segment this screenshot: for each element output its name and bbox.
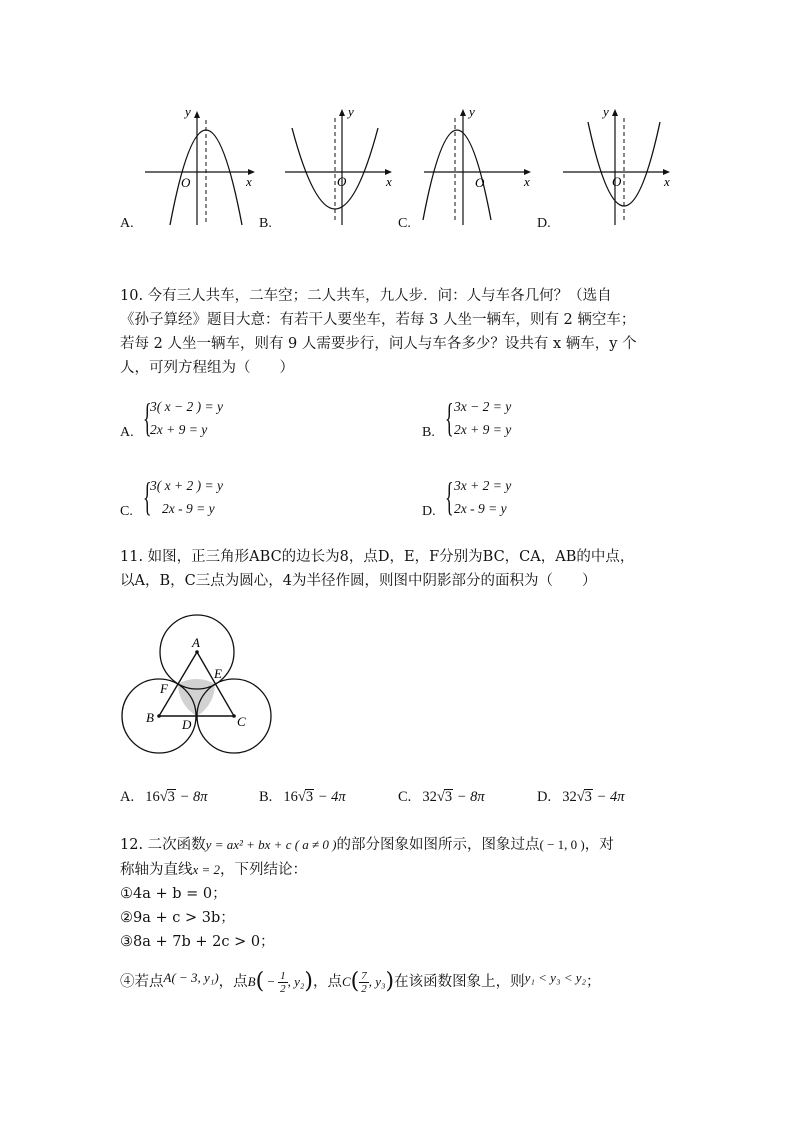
q12-text: 的部分图象如图所示，图象过点 bbox=[336, 837, 540, 853]
brace-icon: { bbox=[445, 395, 454, 440]
q12-stem-line-2 bbox=[120, 858, 307, 883]
q12-text: 在该函数图象上，则 bbox=[394, 974, 525, 990]
q11-option-d-label: D. bbox=[537, 789, 552, 805]
q10-option-c[interactable] bbox=[120, 474, 400, 524]
q12-text: ④若点 bbox=[120, 974, 164, 990]
q11-stem-line-2: 以A，B，C三点为圆心，4为半径作圆，则图中阴影部分的面积为（ ） bbox=[120, 573, 597, 589]
q10-option-b-eq2: 2x + 9 = y bbox=[454, 422, 512, 437]
q9-option-d-label[interactable]: D. bbox=[537, 216, 551, 231]
q10-option-b-eq1: 3x − 2 = y bbox=[454, 399, 512, 414]
tail: − 4π bbox=[592, 789, 625, 805]
radicand: 3 bbox=[444, 789, 453, 805]
tail: − 8π bbox=[453, 789, 485, 805]
q11-figure bbox=[115, 610, 280, 760]
q12-axis: x = 2 bbox=[192, 862, 221, 877]
q12-point-a: A( − 3, y₁) bbox=[163, 970, 219, 985]
coefficient: 32 bbox=[562, 789, 577, 805]
q12-point-b-tail: , y₂ bbox=[287, 974, 305, 989]
q12-point-c-tail: , y₃ bbox=[368, 974, 386, 989]
q9-graph-c bbox=[419, 100, 544, 230]
q12-text: ； bbox=[586, 974, 601, 990]
q9-graph-d bbox=[558, 100, 683, 230]
q10-option-a-eq2: 2x + 9 = y bbox=[150, 422, 208, 437]
axis-y-label: y bbox=[469, 104, 475, 119]
axis-y-label: y bbox=[603, 104, 609, 119]
coefficient: 16 bbox=[283, 789, 298, 805]
q10-stem-line-3: 若每 2 人坐一辆车，则有 9 人需要步行，问人与车各多少？设共有 x 辆车，y 个 bbox=[120, 336, 637, 352]
q12-text: ，对 bbox=[584, 837, 614, 853]
q10-option-d-eq1: 3x + 2 = y bbox=[454, 478, 512, 493]
q9-option-c-label[interactable]: C. bbox=[398, 216, 411, 231]
q10-option-c-eq2: 2x - 9 = y bbox=[162, 501, 215, 516]
axis-y-label: y bbox=[348, 104, 354, 119]
q12-conclusion-1: ①4a + b = 0； bbox=[120, 886, 227, 902]
radicand: 3 bbox=[584, 789, 592, 805]
q12-conclusion-4: ④若点A( − 3, y₁)，点B( − $\frac{1}{2}$ , y₂)，点C( $\frac{7}{2}$ , y₃)在该函数图象上，则y₁ < y₃ < y₂； bbox=[120, 969, 601, 995]
q10-option-b-label: B. bbox=[422, 425, 435, 440]
q10-option-a[interactable] bbox=[120, 395, 400, 445]
q12-point-b-fraction bbox=[278, 970, 288, 995]
q10-option-c-label: C. bbox=[120, 504, 133, 519]
q9-graph-a bbox=[140, 100, 265, 230]
q12-conclusion-2: ②9a + c > 3b； bbox=[120, 910, 235, 926]
denominator: 2 bbox=[280, 982, 286, 995]
q11-option-c[interactable]: C. 32√3 − 8π bbox=[398, 789, 485, 805]
q11-option-b[interactable]: B. 16√3 − 4π bbox=[259, 789, 346, 805]
q12-conclusion-3: ③8a + 7b + 2c > 0； bbox=[120, 934, 275, 950]
axis-x-label: x bbox=[664, 174, 670, 189]
q12-text: ，下列结论： bbox=[220, 862, 308, 878]
axis-x-label: x bbox=[524, 174, 530, 189]
midpoint-label-e: E bbox=[214, 666, 222, 681]
q10-option-a-eq1: 3( x − 2 ) = y bbox=[150, 399, 223, 414]
radicand: 3 bbox=[305, 789, 314, 805]
q10-option-b[interactable] bbox=[422, 395, 702, 445]
axis-y-label: y bbox=[185, 104, 191, 119]
q10-stem-line-4: 人，可列方程组为（ ） bbox=[120, 360, 294, 376]
q12-point-c-fraction bbox=[359, 970, 369, 995]
q10-option-c-eq1: 3( x + 2 ) = y bbox=[150, 478, 223, 493]
q12-point-b-label: B bbox=[247, 974, 256, 989]
q10-option-d[interactable] bbox=[422, 474, 702, 524]
brace-icon: { bbox=[445, 474, 454, 519]
brace-icon: { bbox=[143, 474, 152, 519]
vertex-label-a: A bbox=[192, 635, 200, 650]
q10-option-a-label: A. bbox=[120, 425, 134, 440]
q11-option-a-label: A. bbox=[120, 789, 135, 805]
axis-x-label: x bbox=[386, 174, 392, 189]
origin-label: O bbox=[181, 175, 191, 190]
q10-option-d-label: D. bbox=[422, 504, 436, 519]
origin-label: O bbox=[475, 175, 485, 190]
origin-label: O bbox=[337, 174, 347, 189]
coefficient: 16 bbox=[145, 789, 160, 805]
tail: − 4π bbox=[314, 789, 346, 805]
numerator: 1 bbox=[280, 969, 286, 982]
q10-stem-line-2: 《孙子算经》题目大意：有若干人要坐车，若每 3 人坐一辆车，则有 2 辆空车； bbox=[120, 312, 636, 328]
radicand: 3 bbox=[167, 789, 175, 805]
q12-text: 12. 二次函数 bbox=[120, 837, 206, 853]
q12-text: ，点 bbox=[312, 974, 342, 990]
q12-text: 称轴为直线 bbox=[120, 862, 193, 878]
origin-label: O bbox=[612, 174, 622, 189]
brace-icon: { bbox=[143, 395, 152, 440]
q9-graph-b bbox=[280, 100, 405, 230]
tail: − 8π bbox=[175, 789, 208, 805]
q12-inequality: y₁ < y₃ < y₂ bbox=[524, 970, 587, 985]
q9-option-a-label[interactable]: A. bbox=[120, 216, 134, 231]
q12-stem-line-1 bbox=[120, 833, 614, 858]
axis-x-label: x bbox=[246, 174, 252, 189]
q9-option-b-label[interactable]: B. bbox=[259, 216, 272, 231]
q11-stem-line-1: 11. 如图，正三角形ABC的边长为8，点D，E，F分别为BC，CA，AB的中点， bbox=[120, 549, 635, 565]
q10-stem-line-1: 10. 今有三人共车，二车空；二人共车，九人步．问：人与车各几何？（选自 bbox=[120, 288, 612, 304]
denominator: 2 bbox=[361, 982, 367, 995]
q12-text: ，点 bbox=[218, 974, 248, 990]
vertex-label-b: B bbox=[146, 710, 154, 725]
q11-option-b-label: B. bbox=[259, 789, 273, 805]
midpoint-label-f: F bbox=[160, 681, 168, 696]
q12-function: y = ax² + bx + c ( a ≠ 0 ) bbox=[205, 837, 337, 852]
vertex-label-c: C bbox=[237, 714, 246, 729]
q10-option-d-eq2: 2x - 9 = y bbox=[454, 501, 507, 516]
midpoint-label-d: D bbox=[182, 717, 192, 732]
numerator: 7 bbox=[361, 969, 367, 982]
q12-point-c-label: C bbox=[341, 974, 351, 989]
q11-option-a[interactable]: A. 16√3 − 8π bbox=[120, 789, 208, 805]
q11-option-d[interactable]: D. 32√3 − 4π bbox=[537, 789, 625, 805]
coefficient: 32 bbox=[422, 789, 437, 805]
q11-option-c-label: C. bbox=[398, 789, 412, 805]
q12-point: ( − 1, 0 ) bbox=[539, 837, 585, 852]
